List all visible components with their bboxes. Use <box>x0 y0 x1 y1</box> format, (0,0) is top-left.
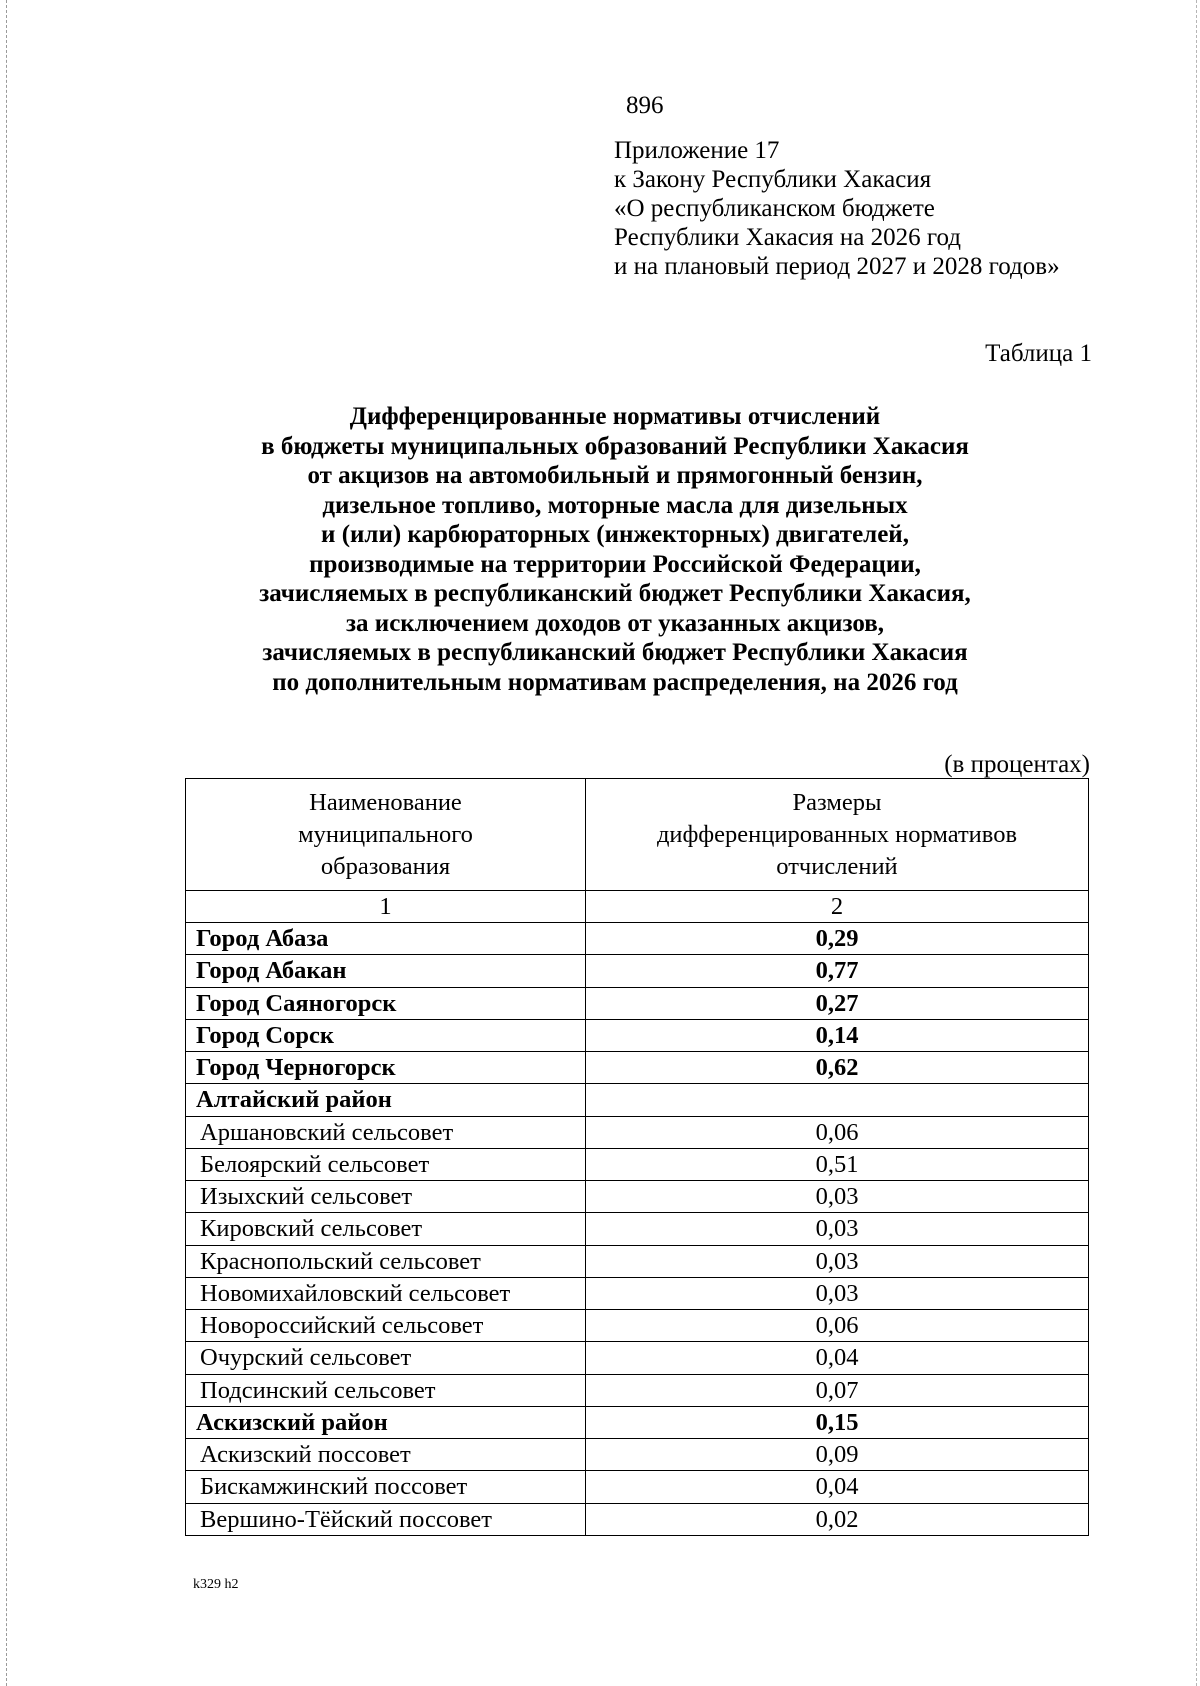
table-row <box>186 1116 1089 1148</box>
norm-value: 0,03 <box>586 1213 1089 1245</box>
appendix-line: и на плановый период 2027 и 2028 годов» <box>614 253 1060 280</box>
norm-value: 0,06 <box>586 1116 1089 1148</box>
scan-edge-right <box>1196 0 1197 1686</box>
municipality-name: Город Черногорск <box>186 1052 586 1084</box>
table-row <box>186 1439 1089 1471</box>
municipality-name: Аршановский сельсовет <box>186 1116 586 1148</box>
units-note: (в процентах) <box>944 751 1090 778</box>
table-row <box>186 1148 1089 1180</box>
title-line: за исключением доходов от указанных акцизов, <box>346 609 884 637</box>
table-row <box>186 955 1089 987</box>
norm-value: 0,62 <box>586 1052 1089 1084</box>
municipality-name: Аскизский район <box>186 1406 586 1438</box>
header-line: Наименование <box>309 788 462 816</box>
municipality-name: Алтайский район <box>186 1084 586 1116</box>
norm-value: 0,04 <box>586 1342 1089 1374</box>
title-line: дизельное топливо, моторные масла для дизельных <box>322 491 908 519</box>
municipality-name: Город Абакан <box>186 955 586 987</box>
appendix-line: Приложение 17 <box>614 137 780 164</box>
municipality-name: Очурский сельсовет <box>186 1342 586 1374</box>
table-row <box>186 1310 1089 1342</box>
norm-value: 0,09 <box>586 1439 1089 1471</box>
table-row <box>186 1503 1089 1535</box>
norm-value: 0,51 <box>586 1148 1089 1180</box>
norm-value: 0,03 <box>586 1277 1089 1309</box>
header-line: образования <box>320 852 451 880</box>
norm-value: 0,27 <box>586 987 1089 1019</box>
title-line: зачисляемых в республиканский бюджет Республики Хакасия <box>262 639 968 666</box>
appendix-block <box>614 136 1060 281</box>
municipality-name: Краснопольский сельсовет <box>186 1245 586 1277</box>
table-label: Таблица 1 <box>985 340 1092 367</box>
title-line: от акцизов на автомобильный и прямогонный бензин, <box>307 462 923 489</box>
norm-value: 0,06 <box>586 1310 1089 1342</box>
page-number: 896 <box>626 92 664 119</box>
table-row <box>186 1052 1089 1084</box>
appendix-line: к Закону Республики Хакасия <box>614 166 932 193</box>
table-row <box>186 1406 1089 1438</box>
municipality-name: Бискамжинский поссовет <box>186 1471 586 1503</box>
norm-value: 0,77 <box>586 955 1089 987</box>
table-row <box>186 1084 1089 1116</box>
table-row <box>186 1213 1089 1245</box>
table-row <box>186 1471 1089 1503</box>
appendix-line: «О республиканском бюджете <box>614 195 935 222</box>
municipality-name: Кировский сельсовет <box>186 1213 586 1245</box>
table-header-row <box>186 779 1089 891</box>
norms-table <box>185 778 1089 1536</box>
norm-value: 0,03 <box>586 1245 1089 1277</box>
municipality-name: Вершино-Тёйский поссовет <box>186 1503 586 1535</box>
municipality-name: Белоярский сельсовет <box>186 1148 586 1180</box>
title-line: зачисляемых в республиканский бюджет Республики Хакасия, <box>259 580 971 607</box>
table-row <box>186 1181 1089 1213</box>
column-header-name <box>186 779 586 891</box>
column-number: 1 <box>186 891 586 923</box>
document-title <box>185 402 1045 697</box>
header-line: отчислений <box>776 852 898 880</box>
municipality-name: Подсинский сельсовет <box>186 1374 586 1406</box>
municipality-name: Аскизский поссовет <box>186 1439 586 1471</box>
table-row <box>186 1342 1089 1374</box>
table-row <box>186 987 1089 1019</box>
table-row <box>186 1245 1089 1277</box>
municipality-name: Изыхский сельсовет <box>186 1181 586 1213</box>
column-number: 2 <box>586 891 1089 923</box>
norm-value <box>586 1084 1089 1116</box>
header-line: дифференцированных нормативов <box>656 820 1018 848</box>
column-number-row <box>186 891 1089 923</box>
norm-value: 0,15 <box>586 1406 1089 1438</box>
norm-value: 0,03 <box>586 1181 1089 1213</box>
norm-value: 0,04 <box>586 1471 1089 1503</box>
norm-value: 0,07 <box>586 1374 1089 1406</box>
table-row <box>186 923 1089 955</box>
footer-code: k329 h2 <box>193 1577 239 1592</box>
municipality-name: Город Абаза <box>186 923 586 955</box>
title-line: в бюджеты муниципальных образований Республики Хакасия <box>261 432 969 460</box>
norm-value: 0,29 <box>586 923 1089 955</box>
table-row <box>186 1019 1089 1051</box>
municipality-name: Новомихайловский сельсовет <box>186 1277 586 1309</box>
municipality-name: Новороссийский сельсовет <box>186 1310 586 1342</box>
appendix-line: Республики Хакасия на 2026 год <box>614 224 962 251</box>
column-header-value <box>586 779 1089 891</box>
norm-value: 0,02 <box>586 1503 1089 1535</box>
header-line: Размеры <box>792 788 882 816</box>
norm-value: 0,14 <box>586 1019 1089 1051</box>
municipality-name: Город Саяногорск <box>186 987 586 1019</box>
table-row <box>186 1374 1089 1406</box>
table-row <box>186 1277 1089 1309</box>
municipality-name: Город Сорск <box>186 1019 586 1051</box>
title-line: по дополнительным нормативам распределения, на 2026 год <box>272 668 958 696</box>
title-line: производимые на территории Российской Федерации, <box>309 550 921 578</box>
title-line: Дифференцированные нормативы отчислений <box>349 403 881 430</box>
header-line: муниципального <box>298 820 473 848</box>
title-line: и (или) карбюраторных (инжекторных) двигателей, <box>321 521 909 548</box>
scan-edge-left <box>6 0 7 1686</box>
